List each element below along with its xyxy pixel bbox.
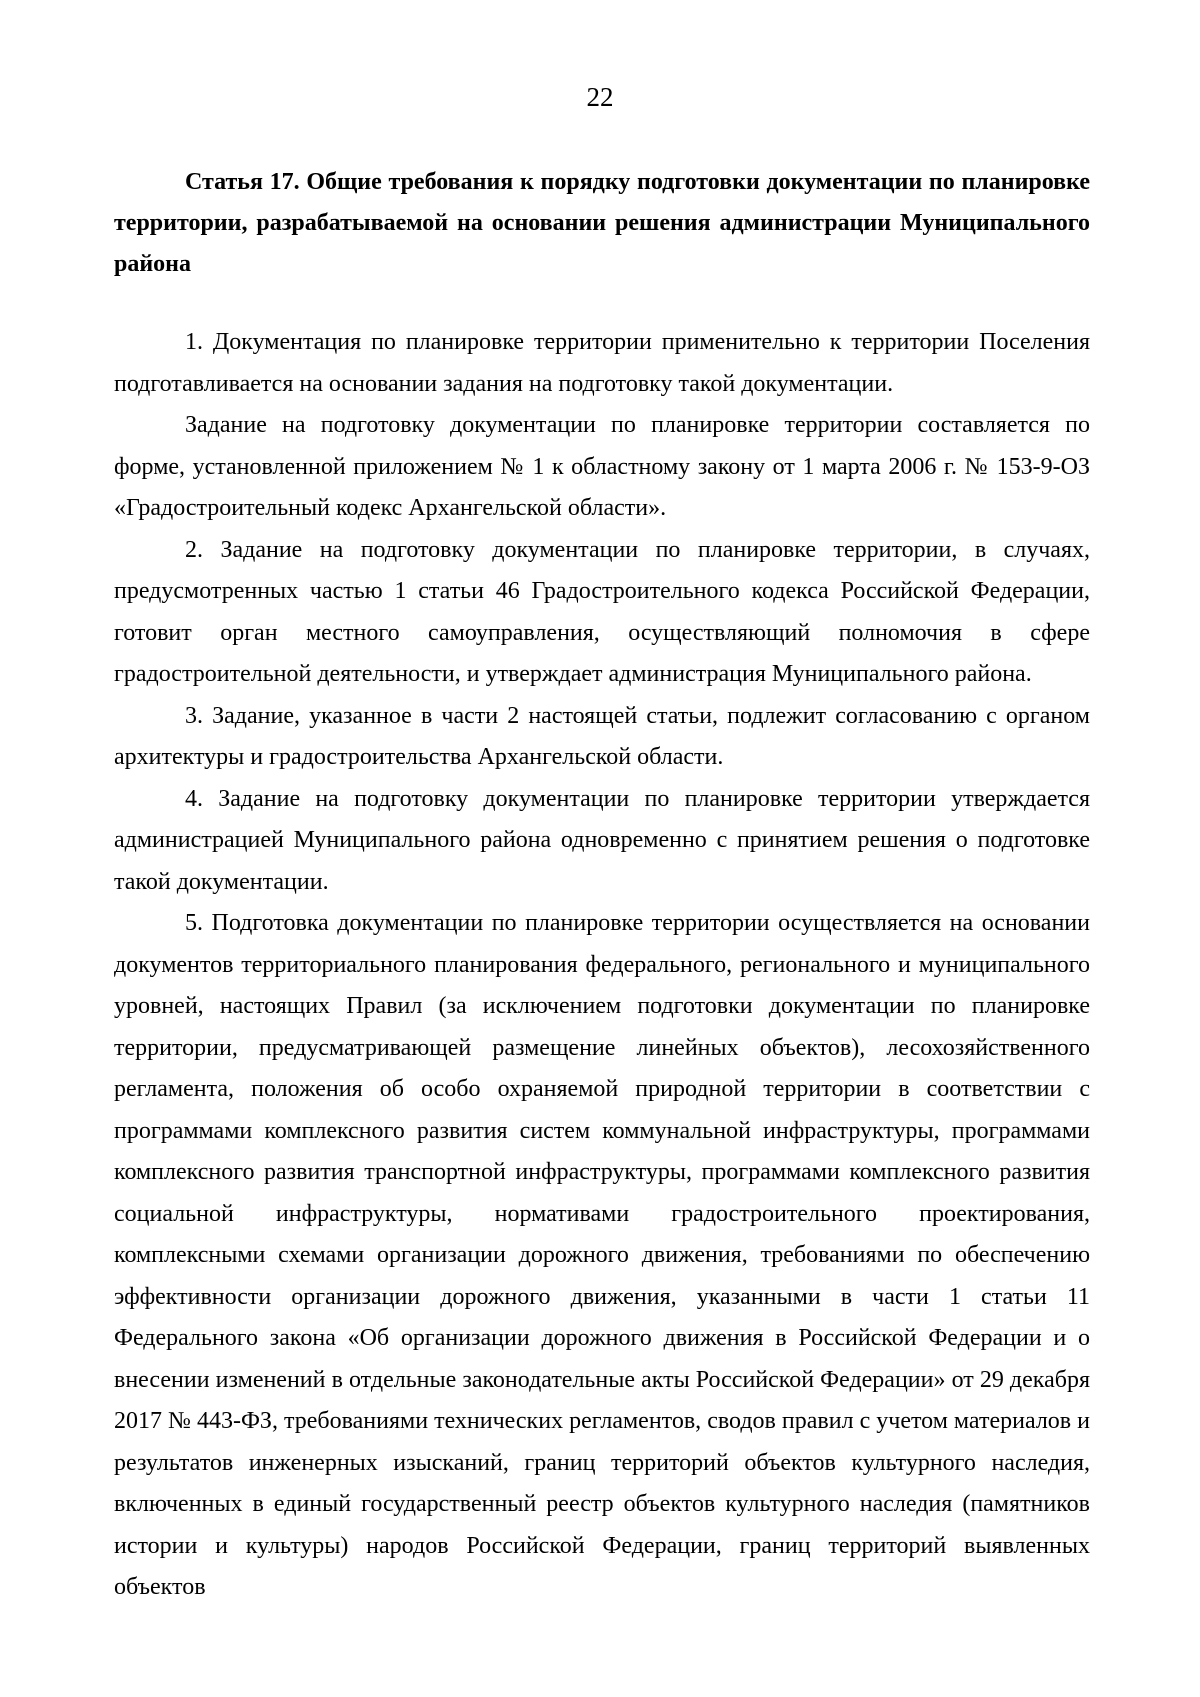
- paragraph-1-continued: Задание на подготовку документации по планировке территории составляется по форме, установленной приложением № 1 к областному закону от 1 марта 2006 г. № 153-9-ОЗ «Градостроительный кодекс Архангельской области».: [114, 412, 1090, 521]
- paragraph-2: 2. Задание на подготовку документации по планировке территории, в случаях, предусмотренных частью 1 статьи 46 Градостроительного кодекса Российской Федерации, готовит орган местного самоуправления, осуществляющий полномочия в сфере градостроительной деятельности, и утверждает администрация Муниципального района.: [114, 536, 1090, 687]
- paragraph-1: 1. Документация по планировке территории применительно к территории Поселения подготавливается на основании задания на подготовку такой документации.: [114, 329, 1090, 397]
- paragraph-3: 3. Задание, указанное в части 2 настоящей статьи, подлежит согласованию с органом архитектуры и градостроительства Архангельской области.: [114, 702, 1090, 770]
- document-content: [114, 162, 1090, 1609]
- paragraph-5: 5. Подготовка документации по планировке территории осуществляется на основании документов территориального планирования федерального, регионального и муниципального уровней, настоящих Правил (за исключением подготовки документации по планировке территории, предусматривающей размещение линейных объектов), лесохозяйственного регламента, положения об особо охраняемой природной территории в соответствии с программами комплексного развития систем коммунальной инфраструктуры, программами комплексного развития транспортной инфраструктуры, программами комплексного развития социальной инфраструктуры, нормативами градостроительного проектирования, комплексными схемами организации дорожного движения, требованиями по обеспечению эффективности организации дорожного движения, указанными в части 1 статьи 11 Федерального закона «Об организации дорожного движения в Российской Федерации и о внесении изменений в отдельные законодательные акты Российской Федерации» от 29 декабря 2017 № 443-ФЗ, требованиями технических регламентов, сводов правил с учетом материалов и результатов инженерных изысканий, границ территорий объектов культурного наследия, включенных в единый государственный реестр объектов культурного наследия (памятников истории и культуры) народов Российской Федерации, границ территорий выявленных объектов: [114, 910, 1090, 1600]
- article-heading: Статья 17. Общие требования к порядку подготовки документации по планировке территории, разрабатываемой на основании решения администрации Муниципального района: [114, 169, 1090, 277]
- page-number: 22: [586, 82, 614, 112]
- paragraph-4: 4. Задание на подготовку документации по планировке территории утверждается администрацией Муниципального района одновременно с принятием решения о подготовке такой документации.: [114, 785, 1090, 895]
- article-body: [114, 322, 1090, 1609]
